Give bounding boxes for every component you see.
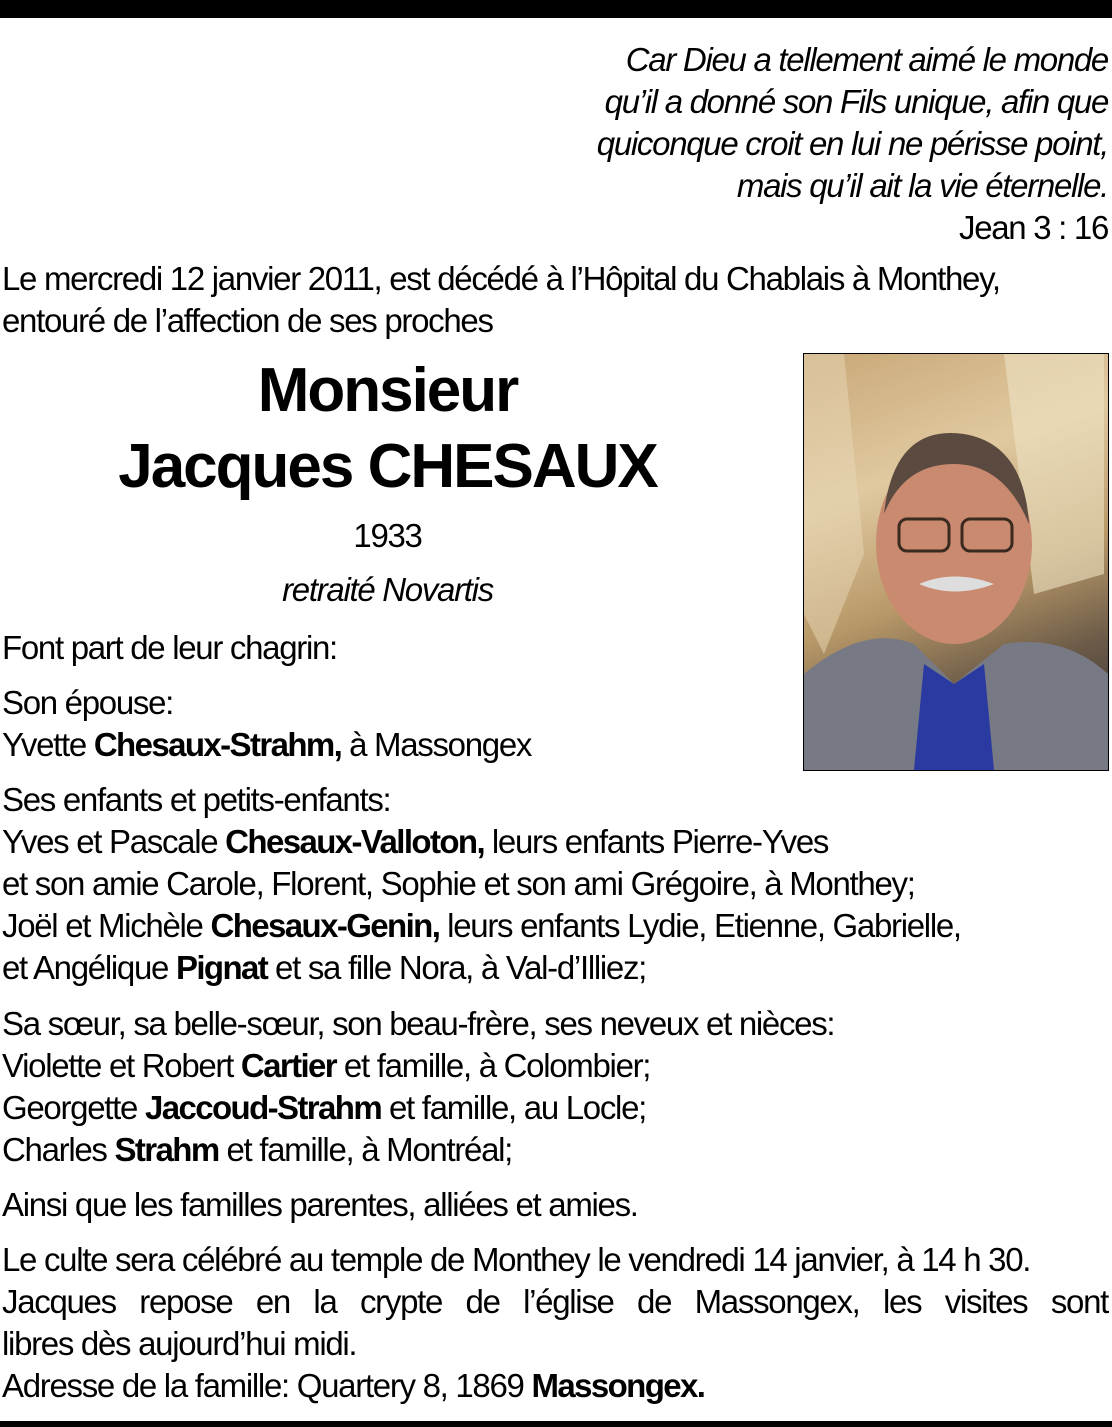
occupation: retraité Novartis: [282, 571, 493, 608]
spouse-heading: Son épouse:: [2, 684, 174, 721]
surname: Pignat: [175, 949, 268, 986]
family-line: [2, 948, 646, 988]
families-line: Ainsi que les familles parentes, alliées et amies.: [2, 1186, 638, 1223]
service-line: libres dès aujourd’hui midi.: [2, 1325, 357, 1362]
bible-quote-line: quiconque croit en lui ne périsse point,: [596, 125, 1108, 162]
bottom-rule: [0, 1421, 1112, 1427]
bible-quote-line: Car Dieu a tellement aimé le monde: [625, 41, 1108, 78]
intro-line: Le mercredi 12 janvier 2011, est décédé à l’Hôpital du Chablais à Monthey,: [2, 260, 1000, 297]
family-line: [2, 1046, 650, 1086]
deceased-name: Jacques CHESAUX: [118, 432, 657, 501]
text: Yves et Pascale: [2, 823, 226, 860]
announcement: Font part de leur chagrin:: [2, 629, 337, 666]
deceased-photo: [803, 353, 1109, 771]
text: et famille, à Montréal;: [218, 1131, 513, 1168]
text: et sa fille Nora, à Val-d’Illiez;: [267, 949, 647, 986]
surname: Jaccoud-Strahm: [144, 1089, 382, 1126]
intro-line: entouré de l’affection de ses proches: [2, 302, 493, 339]
deceased-title: Monsieur: [257, 356, 518, 425]
address-text: Adresse de la famille: Quartery 8, 1869: [2, 1367, 532, 1404]
service-line: Le culte sera célébré au temple de Monthey le vendredi 14 janvier, à 14 h 30.: [2, 1241, 1031, 1278]
surname: Chesaux-Valloton,: [225, 823, 485, 860]
top-rule: [0, 0, 1112, 18]
text: et famille, à Colombier;: [336, 1047, 651, 1084]
service-line: Jacques repose en la crypte de l’église de Massongex, les visites sont: [2, 1283, 1108, 1320]
text: Joël et Michèle: [2, 907, 211, 944]
family-line: [2, 822, 828, 862]
text: et famille, au Locle;: [381, 1089, 646, 1126]
surname: Chesaux-Genin,: [210, 907, 440, 944]
bible-quote-line: qu’il a donné son Fils unique, afin que: [604, 83, 1108, 120]
surname: Chesaux-Strahm,: [93, 726, 342, 763]
text: et Angélique: [2, 949, 176, 986]
place: à Massongex: [341, 726, 532, 763]
surname: Cartier: [240, 1047, 337, 1084]
text: Violette et Robert: [2, 1047, 241, 1084]
surname: Strahm: [114, 1131, 219, 1168]
family-address: [2, 1366, 704, 1406]
text: leurs enfants Lydie, Etienne, Gabrielle,: [439, 907, 961, 944]
text: Charles: [2, 1131, 115, 1168]
text: leurs enfants Pierre-Yves: [484, 823, 829, 860]
spouse-line: [2, 725, 531, 765]
text: Georgette: [2, 1089, 145, 1126]
family-line: [2, 1088, 646, 1128]
bible-reference: Jean 3 : 16: [959, 209, 1108, 246]
children-heading: Ses enfants et petits-enfants:: [2, 781, 391, 818]
first-name: Yvette: [2, 726, 94, 763]
family-line: [2, 1130, 512, 1170]
family-line: et son amie Carole, Florent, Sophie et son ami Grégoire, à Monthey;: [2, 865, 915, 902]
birth-year: 1933: [353, 517, 422, 554]
bible-quote-line: mais qu’il ait la vie éternelle.: [736, 167, 1108, 204]
siblings-heading: Sa sœur, sa belle-sœur, son beau-frère, ses neveux et nièces:: [2, 1005, 835, 1042]
address-town: Massongex.: [531, 1367, 705, 1404]
family-line: [2, 906, 961, 946]
